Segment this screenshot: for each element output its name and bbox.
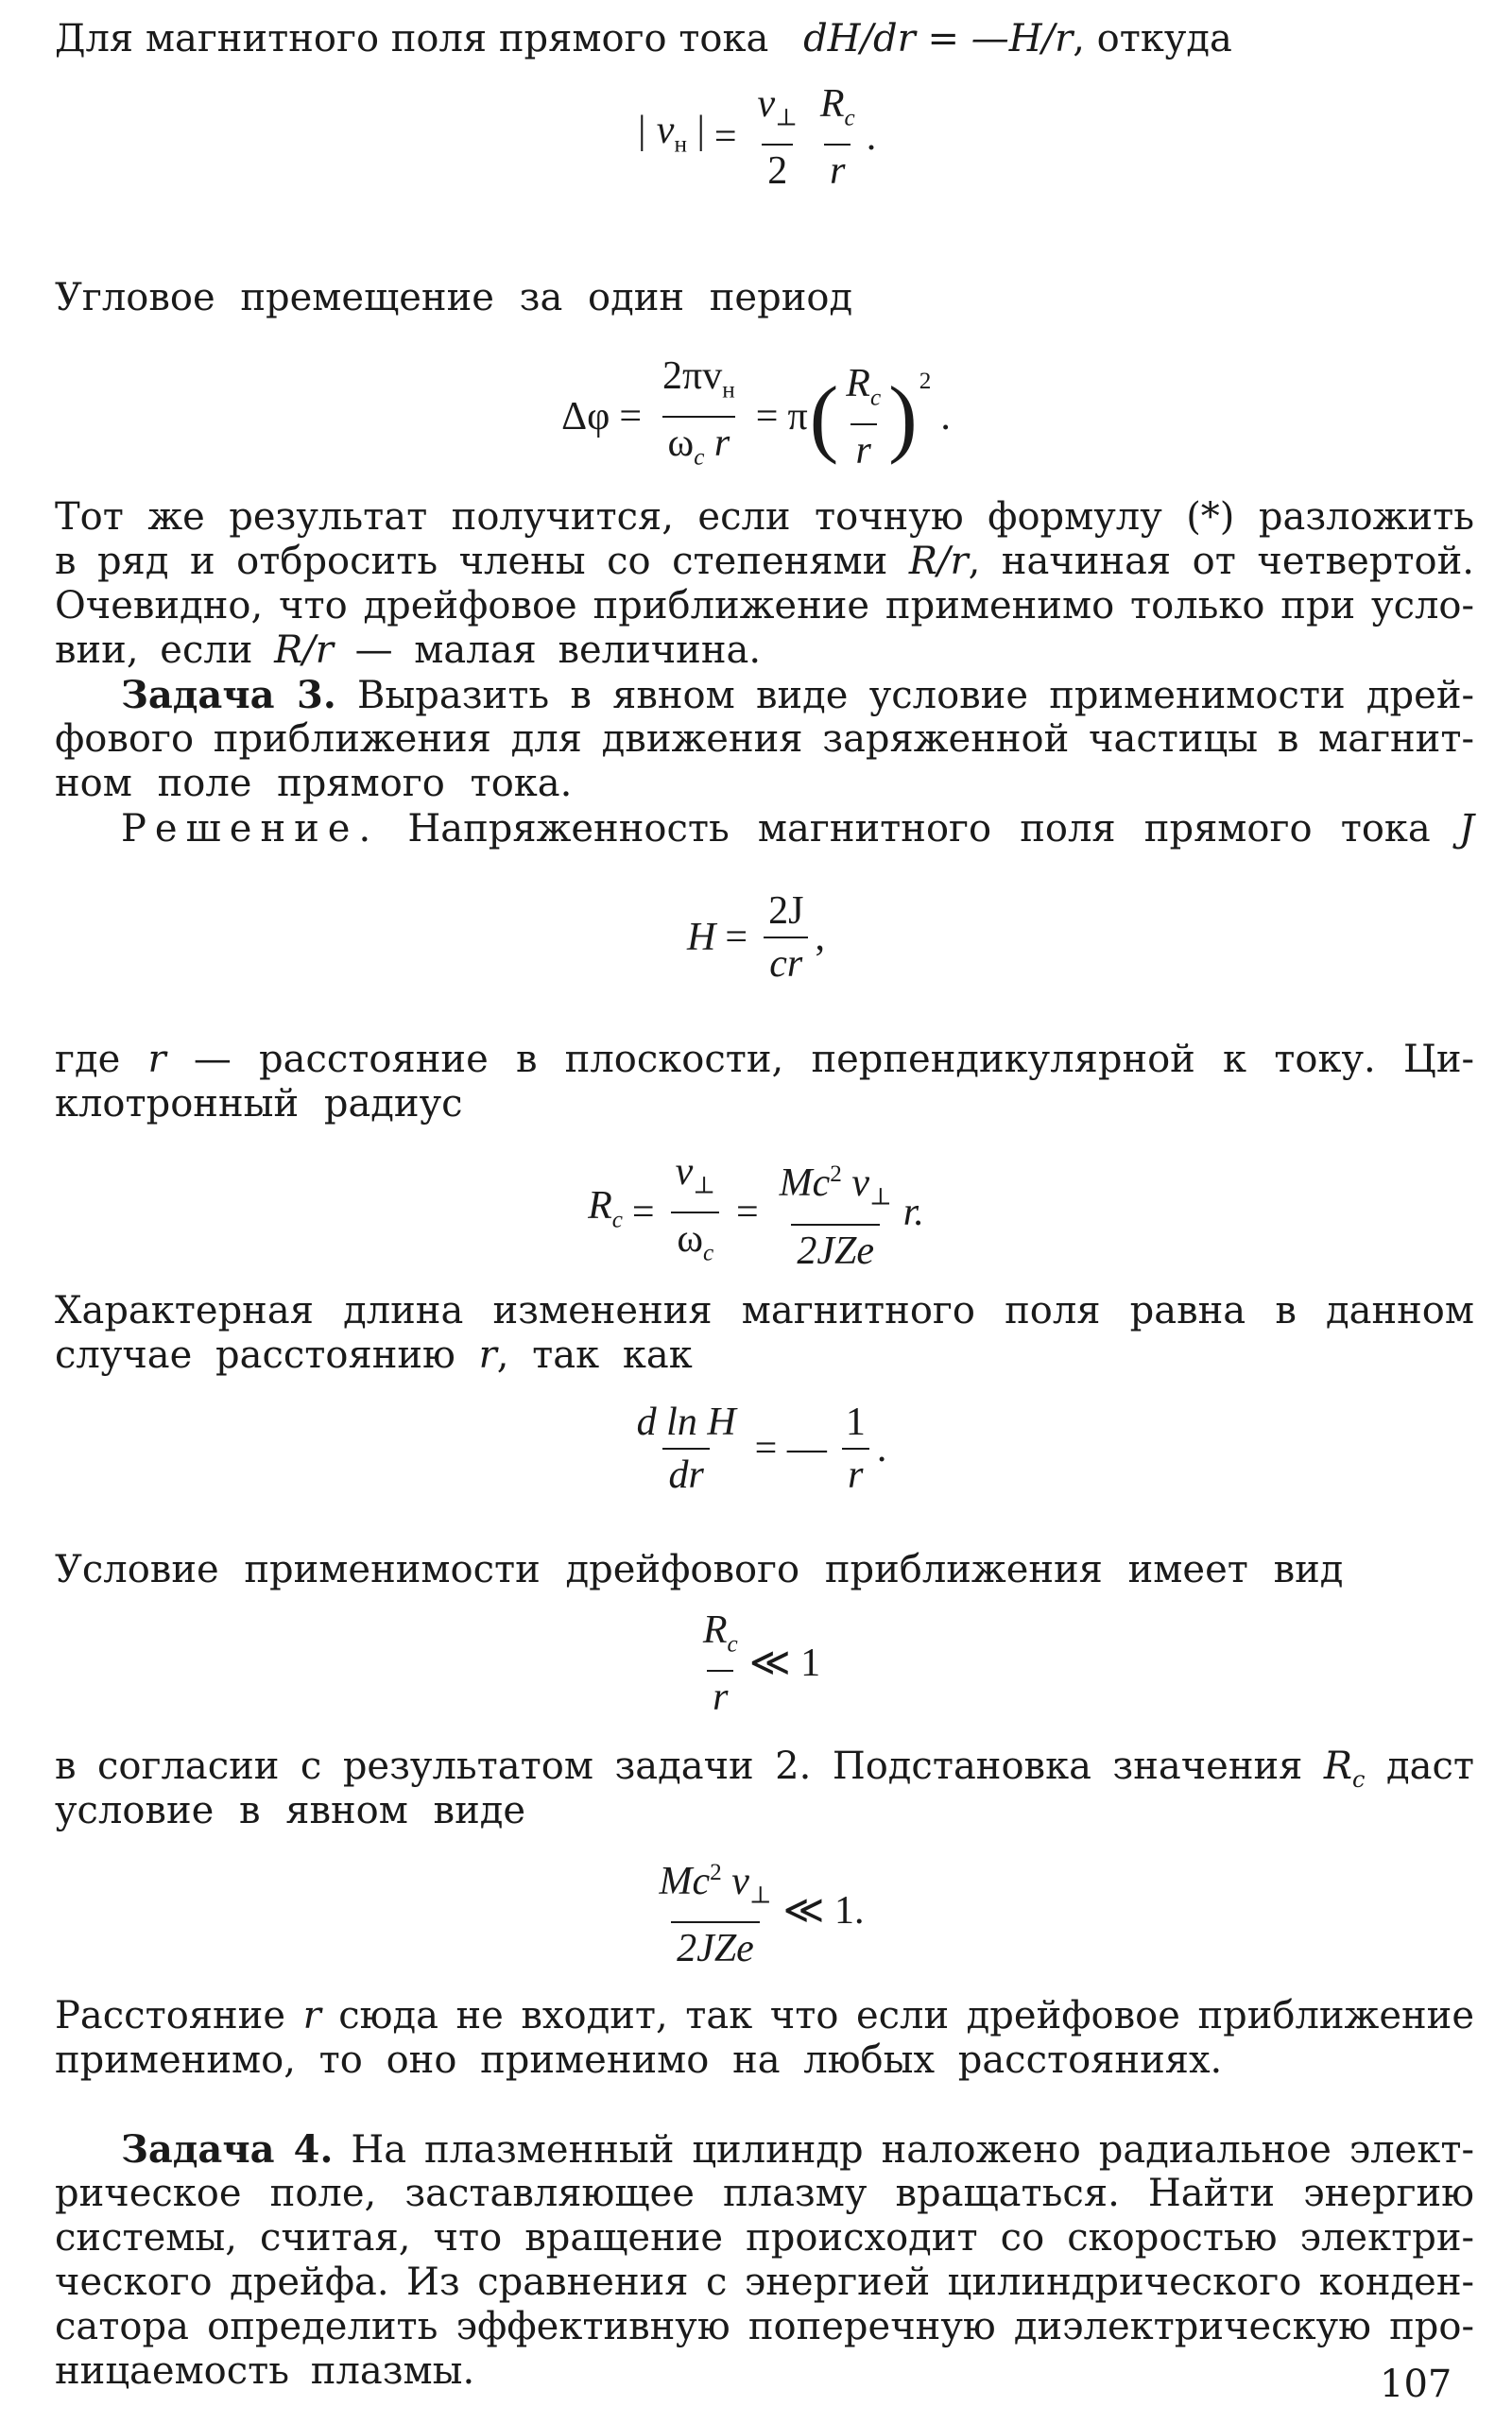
eq-lhs: $R_c$	[588, 1183, 623, 1233]
equation-Rc	[0, 1149, 1512, 1277]
pi-symbol: π	[787, 394, 808, 438]
task-4-line: ческого дрейфа. Из сравнения с энергией цилиндрического конден-	[55, 2261, 1474, 2304]
equation-dlnH	[0, 1399, 1512, 1498]
eq-lhs: Δφ	[561, 394, 610, 438]
fraction: $\frac{R_c}{r}$	[702, 1608, 738, 1720]
period: .	[866, 115, 877, 160]
equation-delta-phi	[0, 353, 1512, 481]
fraction: $\frac{Mc^2 v_\perp}{\text{2JZe}}$	[659, 1860, 772, 1971]
para-line: в ряд и отбросить члены со степенями R/r, начиная от четвертой.	[55, 540, 1474, 583]
page-number: 107	[1380, 2363, 1452, 2406]
fraction: $\frac{2J}{cr}$	[763, 888, 809, 987]
equals-sign: =	[619, 394, 643, 438]
para-line: вии, если R/r — малая величина.	[55, 628, 762, 672]
para-line: применимо, то оно применимо на любых расстояниях.	[55, 2038, 1223, 2082]
para-line: Условие применимости дрейфового приближения имеет вид	[55, 1548, 1344, 1591]
equals-minus: = —	[754, 1426, 827, 1470]
solution-line: Решение. Напряженность магнитного поля прямого тока J	[121, 807, 1475, 851]
equation-explicit-condition	[0, 1850, 1512, 1971]
task-4-line: сатора определить эффективную поперечную диэлектрическую про-	[55, 2305, 1474, 2348]
equals-sign: =	[735, 1190, 759, 1234]
period: .	[876, 1426, 887, 1470]
equals-sign: =	[755, 394, 779, 438]
much-less-than: ≪ 1	[748, 1642, 821, 1686]
fraction: $\frac{1}{r}$	[840, 1400, 871, 1498]
task-4-line: системы, считая, что вращение происходит со скоростью электри-	[55, 2216, 1474, 2260]
para-line: Угловое премещение за один период	[55, 276, 853, 319]
para-line: Очевидно, что дрейфовое приближение применимо только при усло-	[55, 584, 1474, 627]
right-paren: )	[888, 369, 918, 466]
text: Для магнитного поля прямого тока	[55, 17, 769, 60]
text: , откуда	[1073, 17, 1232, 60]
equals-sign: =	[713, 115, 737, 160]
task-3-line: Задача 3. Выразить в явном виде условие применимости дрей-	[121, 673, 1474, 717]
para-line: Характерная длина изменения магнитного поля равна в данном	[55, 1289, 1474, 1332]
inline-formula: dH/dr = —H/r	[803, 17, 1074, 60]
fraction: $\frac{Mc^2 v_\perp}{\text{2JZe}}$	[779, 1161, 892, 1273]
period: .	[940, 394, 951, 438]
fraction: $\frac{v_\perp}{\omega_c}$	[670, 1149, 721, 1277]
para-line: где r — расстояние в плоскости, перпендикулярной к току. Ци-	[55, 1038, 1475, 1081]
comma: ,	[815, 915, 825, 959]
equals-sign: =	[725, 915, 748, 959]
much-less-than: ≪ 1.	[782, 1888, 865, 1933]
para-line: Расстояние r сюда не входит, так что если дрейфовое приближение	[55, 1994, 1475, 2037]
fraction: $\frac{\text{d ln H}}{dr}$	[636, 1401, 736, 1497]
task-3-line: фового приближения для движения заряженной частицы в магнит-	[55, 717, 1474, 761]
fraction: $\frac{R_c}{r}$	[819, 82, 855, 194]
eq-lhs: H	[687, 915, 716, 959]
fraction: $\frac{2\pi v_н}{\omega_c r}$	[657, 353, 741, 481]
equals-sign: =	[631, 1190, 655, 1234]
fraction: $\frac{v_\perp}{2}$	[757, 82, 798, 194]
left-paren: (	[809, 369, 839, 466]
exponent: 2	[919, 369, 932, 394]
equation-vh	[0, 81, 1512, 194]
equation-condition	[0, 1607, 1512, 1720]
para-line: случае расстоянию r, так как	[55, 1333, 693, 1377]
task-4-line: Задача 4. На плазменный цилиндр наложено радиальное элект-	[121, 2127, 1474, 2172]
para-line	[55, 17, 1474, 61]
eq-lhs: | $v_н$ |	[635, 109, 705, 158]
task-3-line: ном поле прямого тока.	[55, 762, 573, 805]
para-line: Тот же результат получится, если точную формулу (*) разложить	[55, 495, 1474, 539]
task-4-line: ницаемость плазмы.	[55, 2349, 475, 2393]
para-line: клотронный радиус	[55, 1082, 463, 1126]
fraction: $\frac{R_c}{r}$	[846, 361, 882, 473]
para-line: условие в явном виде	[55, 1789, 526, 1832]
task-4-line: рическое поле, заставляющее плазму вращаться. Найти энергию	[55, 2172, 1474, 2215]
para-line: в согласии с результатом задачи 2. Подстановка значения $R_c$ даст	[55, 1745, 1475, 1793]
eq-tail: r.	[902, 1190, 924, 1234]
equation-H	[0, 888, 1512, 987]
